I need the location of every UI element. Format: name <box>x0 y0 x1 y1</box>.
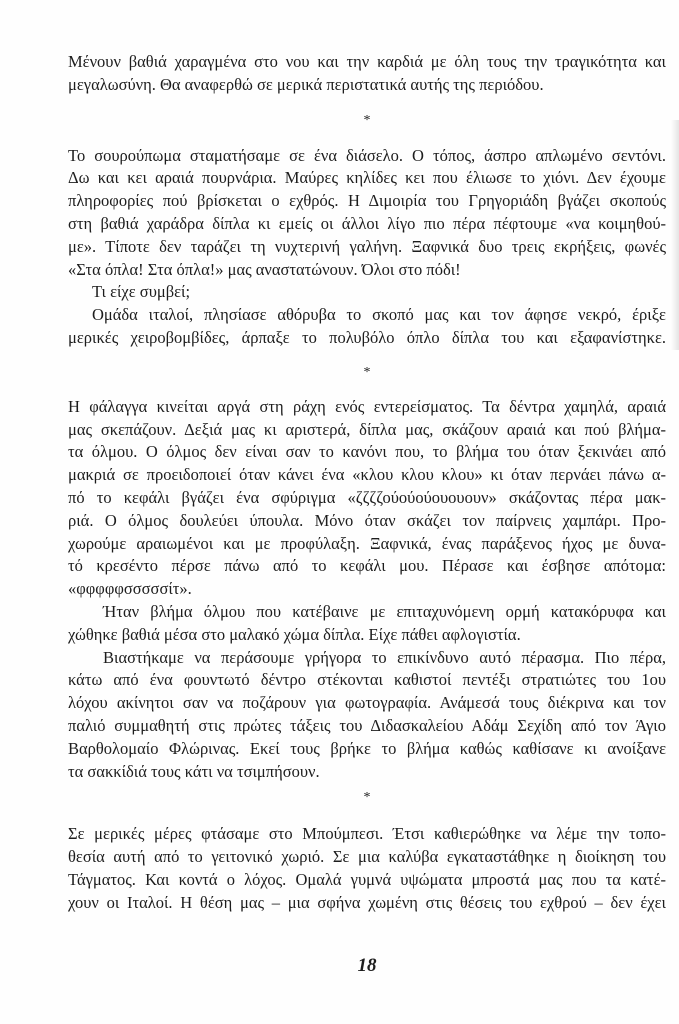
text-line: θεσία αυτή από το γειτονικό χωριό. Σε μια καλύβα εγκαταστάθηκε η διοίκηση του <box>68 847 666 867</box>
text-line: Βιαστήκαμε να περάσουμε γρήγορα το επικίνδυνο αυτό πέρασμα. Πιο πέρα, <box>103 647 666 667</box>
scan-edge-shadow <box>671 120 679 350</box>
page-number: 18 <box>357 955 377 976</box>
paragraph <box>68 281 666 304</box>
text-line: παλιό συμμαθητή στις πρώτες τάξεις του Διδασκαλείου Αδάμ Σεχίδη από τον Άγιο <box>68 715 666 735</box>
text-line: πληροφορίες πού βρίσκεται ο εχθρός. Η Διμοιρία του Γρηγοριάδη βγάζει σκοπούς <box>68 191 666 211</box>
text-line: ριά. Ο όλμος δουλεύει ύπουλα. Μόνο όταν σκάζει τον παίρνεις χαμπάρι. Προ- <box>68 510 666 530</box>
text-line: τα σακκίδιά τους κάτι να τσιμπήσουν. <box>68 761 320 781</box>
text-line: λόχου ακίνητοι σαν να ποζάρουν για φωτογραφία. Ανάμεσά τους διέκρινα και τον <box>68 693 666 713</box>
text-line: Το σουρούπωμα σταματήσαμε σε ένα διάσελο. Ο τόπος, άσπρο απλωμένο σεντόνι. <box>68 145 666 165</box>
text-line: μεγαλωσύνη. Θα αναφερθώ σε μερικά περιστατικά αυτής της περιόδου. <box>68 74 544 94</box>
section-break-asterisk: * <box>363 112 371 128</box>
text-line: μερικές χειροβομβίδες, άρπαξε το πολυβόλο όπλο δίπλα του και εξαφανίστηκε. <box>68 327 666 347</box>
text-line: με». Τίποτε δεν ταράζει τη νυχτερινή γαλήνη. Ξαφνικά δυο τρεις εκρήξεις, φωνές <box>68 236 666 256</box>
text-line: «Στα όπλα! Στα όπλα!» μας αναστατώνουν. Όλοι στο πόδι! <box>68 259 461 279</box>
text-line: πό το κεφάλι βγάζει ένα σφύριγμα «ζζζζούούούουουουν» σκάζοντας πέρα μακ- <box>68 487 666 507</box>
page-body-text <box>68 51 666 915</box>
paragraph <box>68 647 666 784</box>
text-line: Μένουν βαθιά χαραγμένα στο νου και την καρδιά με όλη τους την τραγικότητα και <box>68 52 666 71</box>
paragraph <box>68 304 666 350</box>
paragraph <box>68 823 666 914</box>
text-line: τα όλμου. Ο όλμος δεν είναι σαν το κανόνι που, το βλήμα του όταν ξεκινάει από <box>68 442 666 462</box>
text-line: χώθηκε βαθιά μέσα στο μαλακό χώμα δίπλα. Είχε πάθει αφλογιστία. <box>68 624 521 644</box>
text-line: Τάγματος. Και κοντά ο λόχος. Ομαλά γυμνά υψώματα μπροστά μας που τα κατέ- <box>68 869 666 889</box>
text-line: Δω και κει αραιά πουρνάρια. Μαύρες κηλίδες κει που έλιωσε το χιόνι. Δεν έχουμε <box>68 168 666 188</box>
text-line: Τι είχε συμβεί; <box>92 282 191 302</box>
text-line: στη βαθιά χαράδρα δίπλα κι εμείς οι άλλοι λίγο πιο πέρα πέφτουμε «να κοιμηθού- <box>68 213 666 233</box>
text-line: «φφφφφσσσσσίτ». <box>68 579 192 599</box>
paragraph <box>68 396 666 601</box>
text-line: Η φάλαγγα κινείται αργά στη ράχη ενός εντερείσματος. Τα δέντρα χαμηλά, αραιά <box>68 396 666 416</box>
text-line: χουν οι Ιταλοί. Η θέση μας – μια σφήνα χωμένη στις θέσεις του εχθρού – δεν έχει <box>68 892 666 912</box>
text-line: μακριά σε προειδοποιεί όταν κάνει ένα «κλου κλου κλου» κι όταν περνάει πάνω α- <box>68 465 666 485</box>
text-line: Ομάδα ιταλοί, πλησίασε αθόρυβα το σκοπό μας και τον άφησε νεκρό, έριξε <box>92 305 666 325</box>
paragraph <box>68 145 666 282</box>
paragraph <box>68 601 666 647</box>
section-break-asterisk: * <box>363 790 371 806</box>
text-line: Σε μερικές μέρες φτάσαμε στο Μπούμπεσι. Έτσι καθιερώθηκε να λέμε την τοπο- <box>68 824 666 844</box>
text-line: μας σκεπάζουν. Δεξιά μας κι αριστερά, δίπλα μας, σκάζουν αραιά και πού βλήμα- <box>68 419 666 439</box>
section-break-asterisk: * <box>363 364 371 380</box>
text-line: χωρούμε αραιωμένοι και με προφύλαξη. Ξαφνικά, ένας παράξενος ήχος με δυνα- <box>68 533 666 553</box>
text-line: Ήταν βλήμα όλμου που κατέβαινε με επιταχυνόμενη ορμή κατακόρυφα και <box>103 601 666 621</box>
paragraph <box>68 51 666 97</box>
text-line: τό κρεσέντο πέρσε πάνω από το κεφάλι μου. Πέρασε και έσβησε απότομα: <box>68 556 666 576</box>
text-line: Βαρθολομαίο Φλώρινας. Εκεί τους βρήκε το βλήμα καθώς καθίσανε κι ανοίξανε <box>68 738 666 758</box>
text-line: κάτω από ένα φουντωτό δέντρο στέκονται καθιστοί πεντέξι στρατιώτες του 1ου <box>68 670 666 690</box>
